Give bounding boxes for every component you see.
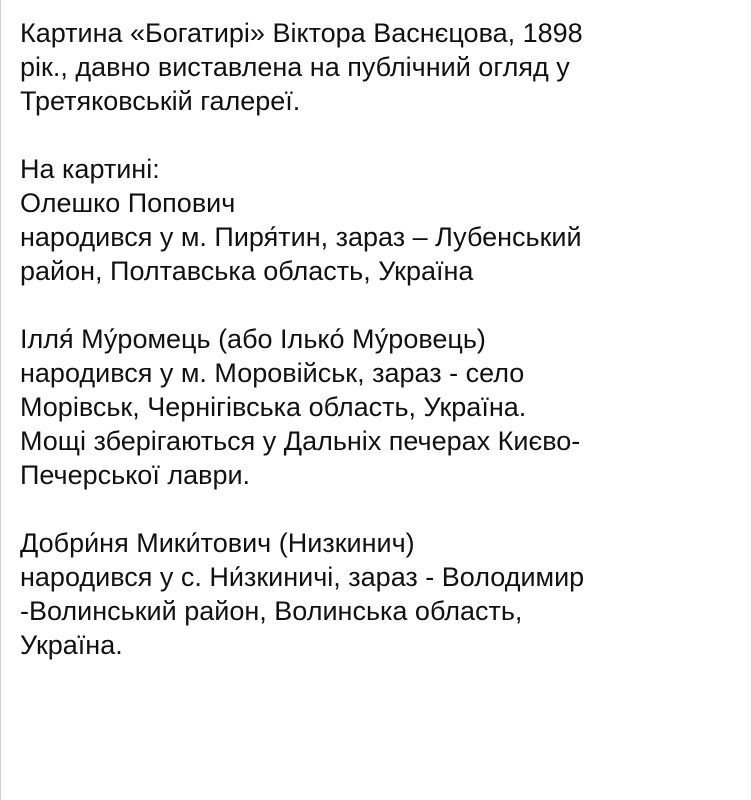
text-line: Печерської лаври. xyxy=(20,460,251,490)
paragraph-oleshko xyxy=(20,152,732,288)
text-line: народився у м. Моровійськ, зараз - село xyxy=(20,358,525,388)
text-line: На картині: xyxy=(20,154,160,184)
text-line: народився у с. Ни́зкиничі, зараз - Володимир xyxy=(20,562,585,592)
paragraph-dobrynia xyxy=(20,526,732,662)
text-line: Мощі зберігаються у Дальніх печерах Києво- xyxy=(20,426,581,456)
text-line: рік., давно виставлена на публічний огляд у xyxy=(20,52,570,82)
text-line: Ілля́ Му́ромець (або Ілько́ Му́ровець) xyxy=(20,324,486,354)
text-line: Картина «Богатирі» Віктора Васнєцова, 1898 xyxy=(20,18,583,48)
paragraph-illia xyxy=(20,322,732,492)
text-line: Третяковській галереї. xyxy=(20,86,301,116)
text-line: -Волинський район, Волинська область, xyxy=(20,596,523,626)
left-border xyxy=(0,0,1,800)
text-line: Морівськ, Чернігівська область, Україна. xyxy=(20,392,527,422)
text-line: район, Полтавська область, Україна xyxy=(20,256,474,286)
text-line: народився у м. Пиря́тин, зараз – Лубенський xyxy=(20,222,582,252)
text-line: Добри́ня Мики́тович (Низкинич) xyxy=(20,528,415,558)
message-text xyxy=(20,16,732,696)
paragraph-painting xyxy=(20,16,732,118)
text-line: Україна. xyxy=(20,630,123,660)
text-line: Олешко Попович xyxy=(20,188,236,218)
